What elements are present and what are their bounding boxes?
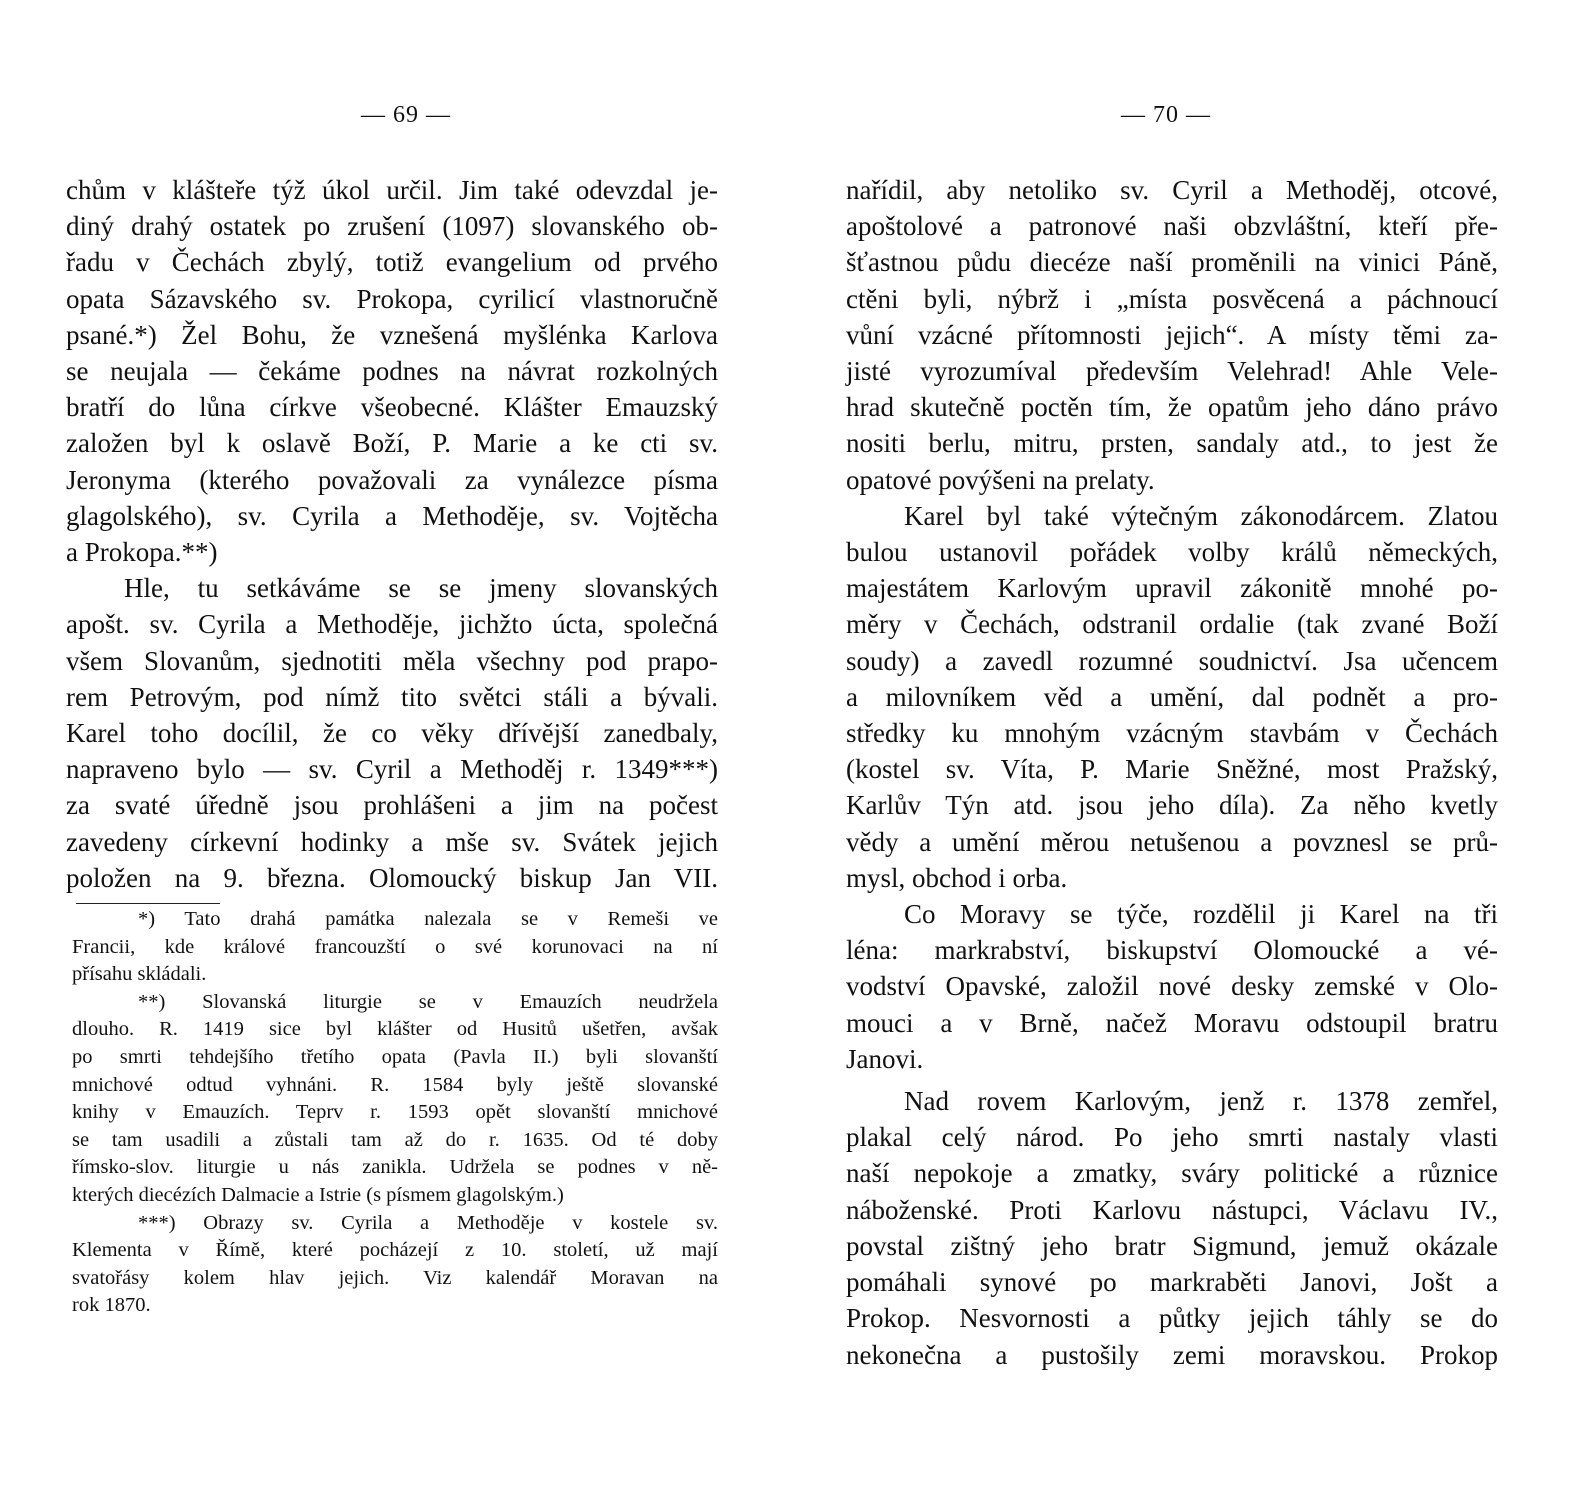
paragraph bbox=[846, 498, 1498, 896]
text-line: nositi berlu, mitru, prsten, sandaly atd., to jest že bbox=[846, 428, 1498, 459]
text-line: šťastnou půdu diecéze naší proměnili na vinici Páně, bbox=[846, 247, 1498, 278]
text-line: vodství Opavské, založil nové desky zemské v Olo- bbox=[846, 971, 1498, 1002]
paragraph bbox=[66, 172, 718, 570]
text-line: opatové povýšeni na prelaty. bbox=[846, 464, 1155, 495]
right-body-text bbox=[846, 172, 1498, 1373]
text-line: glagolského), sv. Cyrila a Methoděje, sv. Vojtěcha bbox=[66, 500, 718, 531]
text-line: hrad skutečně poctěn tím, že opatům jeho dáno právo bbox=[846, 392, 1498, 423]
text-line: povstal zištný jeho bratr Sigmund, jemuž okázale bbox=[846, 1230, 1498, 1261]
text-line: mouci a v Brně, načež Moravu odstoupil bratru bbox=[846, 1007, 1498, 1038]
footnote-line: římsko-slov. liturgie u nás zanikla. Udržela se podnes v ně- bbox=[72, 1156, 718, 1179]
text-line: nařídil, aby netoliko sv. Cyril a Methoděj, otcové, bbox=[846, 175, 1498, 205]
text-line: náboženské. Proti Karlovu nástupci, Václavu IV., bbox=[846, 1194, 1498, 1225]
text-line: pomáhali synové po markraběti Janovi, Jošt a bbox=[846, 1267, 1498, 1298]
text-line: bulou ustanovil pořádek volby králů německých, bbox=[846, 537, 1498, 568]
footnotes bbox=[72, 906, 718, 1320]
text-line: Nad rovem Karlovým, jenž r. 1378 zemřel, bbox=[904, 1086, 1498, 1117]
text-line: majestátem Karlovým upravil zákonitě mnohé po- bbox=[846, 573, 1498, 604]
text-line: diný drahý ostatek po zrušení (1097) slovanského ob- bbox=[66, 211, 718, 242]
text-line: soudy) a zavedl rozumné soudnictví. Jsa učencem bbox=[846, 645, 1498, 676]
text-line: apoštolové a patronové naši obzvláštní, kteří pře- bbox=[846, 211, 1498, 242]
paragraph bbox=[846, 896, 1498, 1077]
text-line: a milovníkem věd a umění, dal podnět a pro- bbox=[846, 681, 1498, 712]
footnote-line: se tam usadili a zůstali tam až do r. 1635. Od té doby bbox=[72, 1128, 718, 1151]
text-line: léna: markrabství, biskupství Olomoucké a vé- bbox=[846, 935, 1498, 966]
footnote-line: ***) Obrazy sv. Cyrila a Methoděje v kostele sv. bbox=[138, 1211, 718, 1234]
footnote bbox=[72, 1210, 718, 1320]
text-line: řadu v Čechách zbylý, totiž evangelium od prvého bbox=[66, 247, 718, 278]
left-body-text bbox=[66, 172, 718, 896]
text-line: měry v Čechách, odstranil ordalie (tak zvané Boží bbox=[846, 609, 1498, 640]
footnote bbox=[72, 989, 718, 1210]
text-line: naší nepokoje a zmatky, sváry politické a různice bbox=[846, 1158, 1498, 1189]
footnote bbox=[72, 906, 718, 989]
text-line: Jeronyma (kterého považovali za vynálezce písma bbox=[66, 464, 718, 495]
text-line: vědy a umění měrou netušenou a povznesl se prů- bbox=[846, 826, 1498, 857]
footnote-line: Klementa v Římě, které pocházejí z 10. století, už mají bbox=[72, 1239, 718, 1262]
text-line: napraveno bylo — sv. Cyril a Methoděj r. 1349***) bbox=[66, 754, 718, 785]
text-line: středky ku mnohým vzácným stavbám v Čechách bbox=[846, 718, 1498, 749]
text-line: plakal celý národ. Po jeho smrti nastaly vlasti bbox=[846, 1122, 1498, 1153]
footnote-line: Francii, kde králové francouzští o své korunovaci na ní bbox=[72, 935, 718, 958]
footnote-line: rok 1870. bbox=[72, 1294, 151, 1317]
footnote-line: dlouho. R. 1419 sice byl klášter od Husitů ušetřen, avšak bbox=[72, 1018, 718, 1041]
text-line: Karel byl také výtečným zákonodárcem. Zlatou bbox=[904, 500, 1498, 531]
footnote-line: knihy v Emauzích. Teprv r. 1593 opět slovanští mnichové bbox=[72, 1101, 718, 1124]
footnote-line: přísahu skládali. bbox=[72, 963, 207, 986]
text-line: nekonečna a pustošily zemi moravskou. Prokop bbox=[846, 1339, 1498, 1370]
text-line: Karel toho docílil, že co věky dřívější zanedbaly, bbox=[66, 718, 718, 749]
text-line: apošt. sv. Cyrila a Methoděje, jichžto úcta, společná bbox=[66, 609, 718, 640]
footnote-divider bbox=[76, 903, 220, 904]
text-line: vůní vzácné přítomnosti jejich“. A místy těmi za- bbox=[846, 319, 1498, 350]
text-line: položen na 9. března. Olomoucký biskup Jan VII. bbox=[66, 862, 718, 893]
paragraph bbox=[846, 172, 1498, 498]
text-line: založen byl k oslavě Boží, P. Marie a ke cti sv. bbox=[66, 428, 718, 459]
paragraph bbox=[846, 1083, 1498, 1373]
footnote-line: *) Tato drahá památka nalezala se v Remeši ve bbox=[138, 908, 718, 930]
text-line: bratří do lůna církve všeobecné. Klášter Emauzský bbox=[66, 392, 718, 423]
text-line: a Prokopa.**) bbox=[66, 537, 218, 568]
text-line: mysl, obchod i orba. bbox=[846, 862, 1068, 893]
text-line: jisté vyrozumíval především Velehrad! Ahle Vele- bbox=[846, 356, 1498, 387]
paragraph bbox=[66, 570, 718, 896]
text-line: psané.*) Žel Bohu, že vznešená myšlénka Karlova bbox=[66, 319, 718, 350]
page-number-right: — 70 — bbox=[1121, 102, 1211, 128]
right-page bbox=[794, 0, 1588, 1500]
text-line: rem Petrovým, pod nímž tito světci stáli a bývali. bbox=[66, 681, 718, 712]
footnote-line: **) Slovanská liturgie se v Emauzích neudržela bbox=[138, 990, 718, 1013]
text-line: Co Moravy se týče, rozdělil ji Karel na tři bbox=[904, 899, 1498, 930]
text-line: Karlův Týn atd. jsou jeho díla). Za něho kvetly bbox=[846, 790, 1498, 821]
text-line: všem Slovanům, sjednotiti měla všechny pod prapo- bbox=[66, 645, 718, 676]
text-line: se neujala — čekáme podnes na návrat rozkolných bbox=[66, 356, 718, 387]
text-line: opata Sázavského sv. Prokopa, cyrilicí vlastnoručně bbox=[66, 283, 718, 314]
text-line: chům v klášteře týž úkol určil. Jim také odevzdal je- bbox=[66, 175, 718, 205]
text-line: Janovi. bbox=[846, 1043, 924, 1074]
text-line: zavedeny církevní hodinky a mše sv. Svátek jejich bbox=[66, 826, 718, 857]
text-line: Hle, tu setkáváme se se jmeny slovanských bbox=[124, 573, 718, 604]
footnote-line: mnichové odtud vyhnáni. R. 1584 byly ještě slovanské bbox=[72, 1073, 718, 1096]
footnote-line: po smrti tehdejšího třetího opata (Pavla II.) byli slovanští bbox=[72, 1045, 718, 1068]
footnote-line: kterých diecézích Dalmacie a Istrie (s písmem glagolským.) bbox=[72, 1183, 564, 1206]
page-number-left: — 69 — bbox=[361, 102, 451, 128]
text-line: (kostel sv. Víta, P. Marie Sněžné, most Pražský, bbox=[846, 754, 1498, 785]
text-line: ctěni byli, nýbrž i „místa posvěcená a páchnoucí bbox=[846, 283, 1498, 314]
text-line: za svaté úředně jsou prohlášeni a jim na počest bbox=[66, 790, 718, 821]
text-line: Prokop. Nesvornosti a půtky jejich táhly se do bbox=[846, 1303, 1498, 1334]
footnote-line: svatořásy kolem hlav jejich. Viz kalendář Moravan na bbox=[72, 1266, 718, 1289]
